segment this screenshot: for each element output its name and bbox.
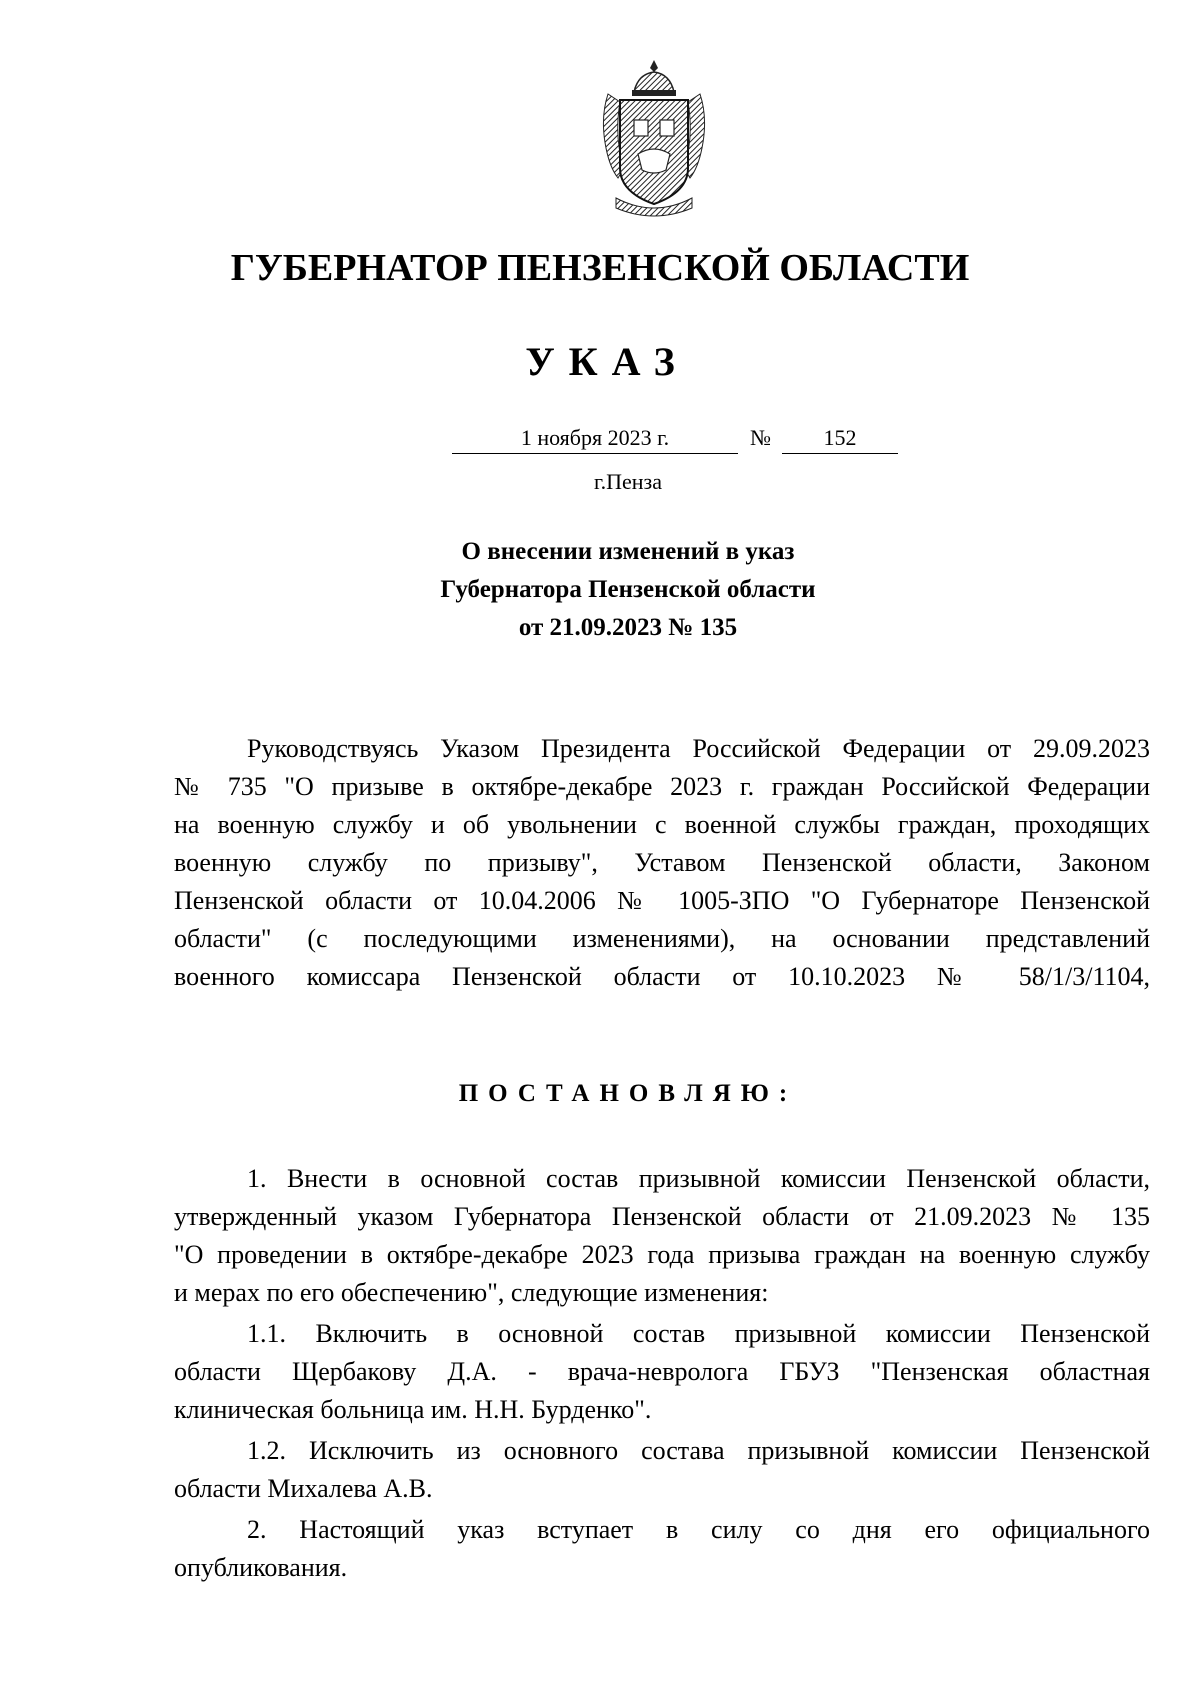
preamble-paragraph [174,730,1150,996]
item-1-1 [174,1315,1150,1429]
text-line: опубликования. [174,1553,348,1582]
text-line: Руководствуясь Указом Президента Российской Федерации от 29.09.2023 [247,734,1150,763]
coat-of-arms-emblem [598,58,710,218]
text-line: 2. Настоящий указ вступает в силу со дня его официального [247,1515,1150,1544]
text-line: 1.1. Включить в основной состав призывной комиссии Пензенской [247,1319,1150,1348]
text-line: области" (с последующими изменениями), на основании представлений [174,924,1150,953]
text-line: и мерах по его обеспечению", следующие изменения: [174,1278,769,1307]
item-1 [174,1160,1150,1312]
text-line: № 735 "О призыве в октябре-декабре 2023 г. граждан Российской Федерации [174,772,1150,801]
subject-line: от 21.09.2023 № 135 [518,614,738,641]
text-line: 1.2. Исключить из основного состава призывной комиссии Пензенской [247,1436,1150,1465]
document-date: 1 ноября 2023 г. [452,425,738,454]
text-line: Пензенской области от 10.04.2006 № 1005-ЗПО "О Губернаторе Пензенской [174,886,1150,915]
authority-title: ГУБЕРНАТОР ПЕНЗЕНСКОЙ ОБЛАСТИ [230,247,970,289]
text-line: клиническая больница им. Н.Н. Бурденко". [174,1395,652,1424]
city: г.Пенза [594,469,662,494]
text-line: 1. Внести в основной состав призывной комиссии Пензенской области, [247,1164,1150,1193]
document-number: 152 [782,425,898,454]
text-line: области Щербакову Д.А. - врача-невролога ГБУЗ "Пензенская областная [174,1357,1150,1386]
number-sign: № [750,425,771,450]
subject-line: О внесении изменений в указ [461,538,795,565]
item-2 [174,1511,1150,1587]
subject-line: Губернатора Пензенской области [440,576,816,603]
text-line: области Михалева А.В. [174,1474,433,1503]
text-line: утвержденный указом Губернатора Пензенской области от 21.09.2023 № 135 [174,1202,1150,1231]
document-type: УКАЗ [525,339,689,384]
text-line: военного комиссара Пензенской области от 10.10.2023 № 58/1/3/1104, [174,962,1150,991]
text-line: на военную службу и об увольнении с военной службы граждан, проходящих [174,810,1150,839]
decree-items [174,1160,1150,1590]
text-line: военную службу по призыву", Уставом Пензенской области, Законом [174,848,1150,877]
item-1-2 [174,1432,1150,1508]
document-subject [0,533,1200,647]
decree-word: ПОСТАНОВЛЯЮ: [458,1080,798,1107]
text-line: "О проведении в октябре-декабре 2023 года призыва граждан на военную службу [174,1240,1150,1269]
